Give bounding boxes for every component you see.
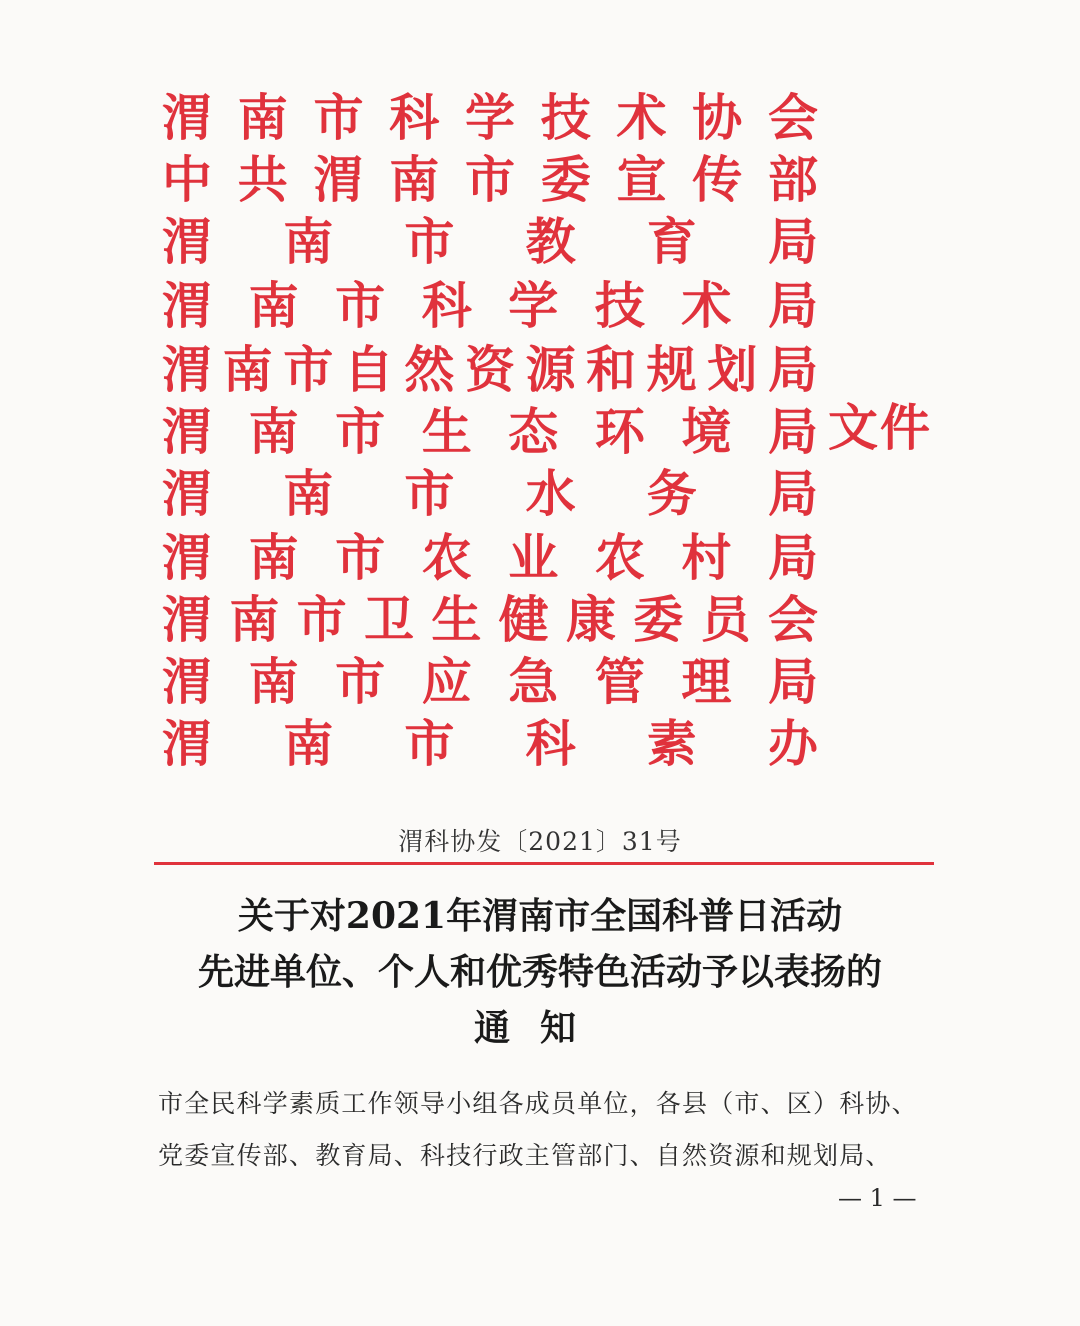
issuer-char: 术 <box>681 276 732 335</box>
issuer-char: 南 <box>248 276 299 335</box>
issuer-char: 会 <box>768 88 818 147</box>
issuer-char: 市 <box>313 88 364 147</box>
title-line-3: 通知 <box>473 1007 606 1049</box>
issuer-char: 市 <box>335 276 386 335</box>
issuer-char: 南 <box>237 88 288 147</box>
issuer-char: 源 <box>525 340 576 399</box>
issuer-char: 市 <box>404 714 455 773</box>
issuer-char: 市 <box>465 150 515 209</box>
issuer-char: 理 <box>681 652 732 711</box>
issuer-line <box>160 212 820 272</box>
issuer-char: 渭 <box>162 528 212 587</box>
title-line-1: 关于对2021年渭南市全国科普日活动 <box>237 895 843 937</box>
issuer-line <box>160 88 820 148</box>
issuer-char: 急 <box>508 652 559 711</box>
body-line-1: 市全民科学素质工作领导小组各成员单位，各县（市、区）科协、 <box>158 1089 918 1118</box>
issuer-line <box>160 402 820 462</box>
issuer-char: 市 <box>335 652 386 711</box>
issuer-char: 生 <box>431 590 482 649</box>
issuer-char: 划 <box>707 340 758 399</box>
issuer-char: 委 <box>633 590 684 649</box>
issuer-char: 中 <box>162 150 212 209</box>
issuer-char: 南 <box>283 714 334 773</box>
issuer-char: 市 <box>296 590 347 649</box>
issuer-char: 技 <box>540 88 591 147</box>
issuer-char: 管 <box>594 652 645 711</box>
issuer-char: 应 <box>421 652 472 711</box>
issuer-char: 科 <box>389 88 440 147</box>
issuer-char: 员 <box>700 590 751 649</box>
issuer-char: 渭 <box>162 276 212 335</box>
body-line-2: 党委宣传部、教育局、科技行政主管部门、自然资源和规划局、 <box>158 1141 892 1170</box>
issuer-char: 宣 <box>616 150 667 209</box>
issuer-char: 渭 <box>162 714 212 773</box>
issuer-char: 然 <box>404 340 455 399</box>
issuer-line <box>160 150 820 210</box>
issuer-char: 渭 <box>162 590 212 649</box>
issuer-char: 南 <box>248 402 299 461</box>
issuer-char: 南 <box>229 590 280 649</box>
issuer-char: 市 <box>335 402 386 461</box>
issuer-char: 局 <box>767 464 818 523</box>
issuer-char: 育 <box>646 212 697 271</box>
issuer-char: 健 <box>498 590 549 649</box>
issuer-char: 局 <box>767 340 818 399</box>
issuer-char: 南 <box>283 464 334 523</box>
issuer-line <box>160 464 820 524</box>
issuer-char: 局 <box>767 276 818 335</box>
issuer-char: 会 <box>767 590 818 649</box>
issuer-char: 自 <box>343 340 394 399</box>
issuer-char: 规 <box>646 340 697 399</box>
issuer-char: 生 <box>421 402 472 461</box>
issuer-char: 市 <box>404 464 455 523</box>
issuer-char: 村 <box>681 528 732 587</box>
issuer-char: 科 <box>421 276 472 335</box>
issuer-char: 共 <box>237 150 288 209</box>
issuer-char: 学 <box>465 88 515 147</box>
issuer-char: 南 <box>283 212 334 271</box>
document-number: 渭科协发〔2021〕31号 <box>398 827 682 856</box>
issuer-char: 农 <box>594 528 645 587</box>
issuer-char: 南 <box>222 340 273 399</box>
issuer-char: 渭 <box>162 340 212 399</box>
issuer-char: 渭 <box>162 464 212 523</box>
issuer-char: 水 <box>525 464 576 523</box>
issuer-char: 资 <box>464 340 515 399</box>
issuer-char: 委 <box>540 150 591 209</box>
issuer-char: 科 <box>525 714 576 773</box>
issuer-char: 康 <box>565 590 616 649</box>
issuer-char: 业 <box>508 528 559 587</box>
issuer-char: 术 <box>616 88 667 147</box>
issuer-char: 教 <box>525 212 576 271</box>
issuer-char: 市 <box>404 212 455 271</box>
issuer-char: 部 <box>768 150 818 209</box>
issuer-char: 学 <box>508 276 559 335</box>
issuer-char: 和 <box>586 340 637 399</box>
issuer-char: 渭 <box>162 652 212 711</box>
issuer-char: 局 <box>767 212 818 271</box>
issuer-char: 态 <box>508 402 559 461</box>
title-line-2: 先进单位、个人和优秀特色活动予以表扬的 <box>197 951 882 993</box>
issuer-char: 渭 <box>162 88 212 147</box>
issuer-char: 传 <box>692 150 743 209</box>
page-number: — 1 — <box>838 1184 917 1212</box>
red-separator-line <box>154 862 934 865</box>
issuer-line <box>160 340 820 400</box>
issuer-char: 农 <box>421 528 472 587</box>
issuer-char: 办 <box>767 714 818 773</box>
issuer-char: 局 <box>767 402 818 461</box>
issuer-char: 南 <box>248 652 299 711</box>
file-suffix: 文件 <box>828 398 932 457</box>
issuer-char: 渭 <box>162 402 212 461</box>
issuer-line <box>160 714 820 774</box>
issuer-char: 渭 <box>162 212 212 271</box>
issuer-char: 南 <box>248 528 299 587</box>
issuer-char: 境 <box>681 402 732 461</box>
issuer-char: 市 <box>335 528 386 587</box>
issuer-char: 务 <box>646 464 697 523</box>
issuer-char: 渭 <box>313 150 364 209</box>
issuer-block <box>160 88 840 778</box>
issuer-char: 协 <box>692 88 743 147</box>
issuer-char: 局 <box>767 528 818 587</box>
issuer-char: 南 <box>389 150 440 209</box>
issuer-line <box>160 652 820 712</box>
issuer-char: 卫 <box>363 590 414 649</box>
issuer-char: 技 <box>594 276 645 335</box>
issuer-char: 局 <box>767 652 818 711</box>
issuer-char: 素 <box>646 714 697 773</box>
issuer-line <box>160 590 820 650</box>
issuer-char: 市 <box>283 340 334 399</box>
issuer-line <box>160 528 820 588</box>
issuer-char: 环 <box>594 402 645 461</box>
issuer-line <box>160 276 820 336</box>
